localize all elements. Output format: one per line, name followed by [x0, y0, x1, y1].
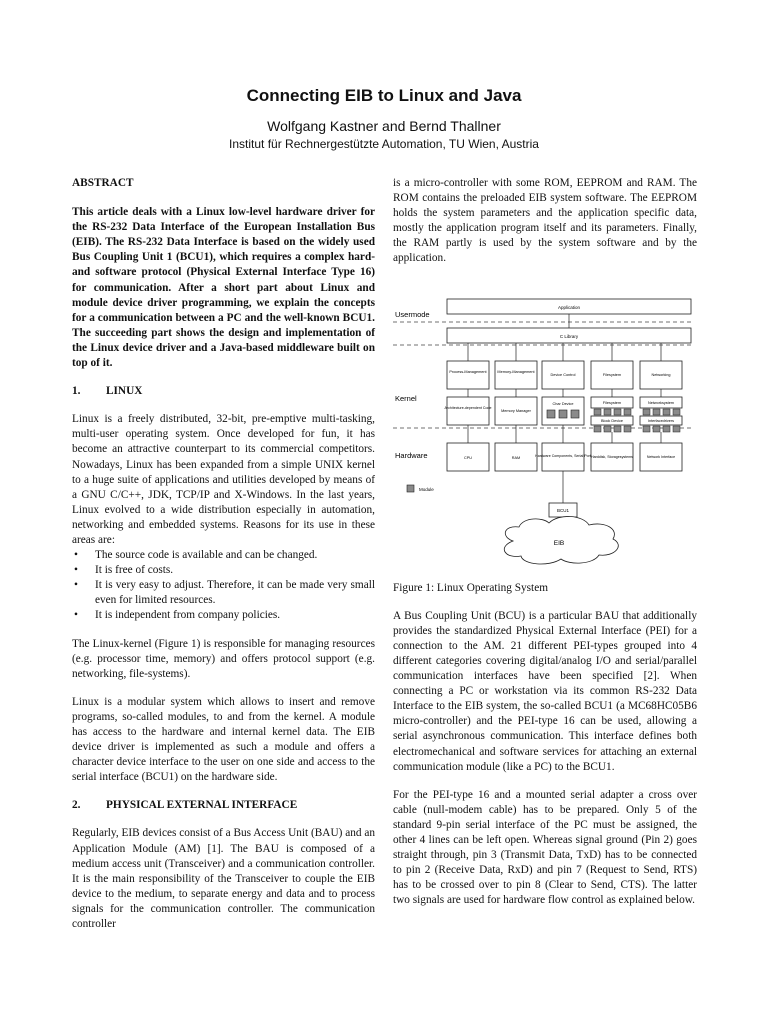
process-management-label: Process-Management	[449, 369, 487, 374]
filesystem-label: Filesystem	[602, 372, 622, 377]
module-square	[624, 426, 631, 432]
module-square	[663, 426, 670, 432]
module-square	[643, 409, 650, 415]
paper-affiliation: Institut für Rechnergestützte Automation, TU Wien, Austria	[229, 137, 539, 151]
section-1-paragraph-3: Linux is a modular system which allows to insert and remove programs, so-called modules, to and from the kernel. A module has access to the hardware and internal kernel data. The EIB device driver is implemented as such a module and offers a character device interface to the user on one side and access to the serial interface (BCU1) on the hardware side.	[72, 695, 375, 784]
figure-1-caption: Figure 1: Linux Operating System	[393, 581, 549, 594]
kernel-label: Kernel	[395, 393, 417, 403]
module-square	[594, 426, 601, 432]
right-paragraph-1: is a micro-controller with some ROM, EEPROM and RAM. The ROM contains the preloaded EIB system software. The EEPROM holds the system parameters and the application specific data, mostly the application program itself and its parameters. Finally, the RAM partly is used by the system software and by the application.	[393, 177, 697, 265]
list-item: • It is free of costs.	[72, 563, 375, 578]
module-square	[624, 409, 631, 415]
right-paragraph-2: A Bus Coupling Unit (BCU) is a particular BAU that additionally provides the standardized Physical External Interface (PEI) for a connection to the AM. 21 different PEI-types grouped into 4 different categories covering digital/analog I/O and serial/parallel communication interfaces have been specified [2]. When connecting a PC or workstation via its common RS-232 Data Interface to the EIB system, the so-called BCU1 (a MC68HC05B6 micro-controller) and the PEI-type 16 can be used, allowing a serial asynchronous communication. This interface defines both electromechanical and software services for attaching an external communication module (like a PC) to the BCU1.	[393, 609, 697, 773]
eib-label: EIB	[553, 539, 565, 547]
memory-management-box	[495, 361, 537, 389]
list-item: • It is very easy to adjust. Therefore, it can be made very small even for limited resources.	[72, 578, 375, 608]
module-legend-swatch	[407, 485, 414, 492]
char-device-label: Char Device	[552, 401, 574, 406]
section-1-title: LINUX	[106, 385, 143, 398]
module-square	[653, 409, 660, 415]
ram-label: RAM	[511, 455, 521, 460]
filesystem-small-label: Filesystem	[602, 400, 622, 405]
process-management-box	[447, 361, 489, 389]
figure-1	[393, 275, 693, 575]
application-label: Application	[557, 304, 581, 310]
network-interface-label: Network Interface	[646, 454, 676, 459]
abstract-heading: ABSTRACT	[72, 177, 134, 189]
list-item: • It is independent from company policies.	[72, 608, 375, 623]
harddisk-label: Harddisk, Storagesystems	[591, 454, 633, 459]
section-2-paragraph-1: Regularly, EIB devices consist of a Bus Access Unit (BAU) and an Application Module (AM) [1]. The BAU is composed of a medium access unit (Transceiver) and a communication controller. It is the main responsibility of the Transceiver to couple the EIB device to the medium, to separate energy and data and to process signals for the communication controller. The communication controller	[72, 827, 375, 931]
cpu-label: CPU	[463, 455, 473, 460]
right-paragraph-3: For the PEI-type 16 and a mounted serial adapter a cross over cable (null-modem cable) has to be prepared. Only 5 of the standard 9-pin serial interface of the PC must be assigned, the other 4 lines can be left open. Whereas signal ground (Pin 2) goes straight through, pin 3 (Transmit Data, TxD) has to be connected to pin 2 (Receive Data, RxD) and pin 7 (Request to Send, RTS) has to be crossed over to pin 8 (Clear to Send, CTS). The latter two signals are used for hardware flow control as explained below.	[393, 788, 697, 907]
bcu1-label: BCU1	[556, 507, 570, 513]
abstract-body: This article deals with a Linux low-level hardware driver for the RS-232 Data Interface of the European Installation Bus (EIB). The RS-232 Data Interface is based on the widely used Bus Coupling Unit 1 (BCU1), which requires a complex hard- and software protocol (Physical External Interface Type 16) for communication. After a short part about Linux and module device driver programming, we explain the concepts for a communication between a PC and the well-known BCU1. The succeeding part shows the design and implementation of the Linux device driver and a Java-based middleware built on top of it.	[72, 206, 375, 370]
interfacedrivers-label: Interfacedrivers	[647, 418, 675, 423]
module-square	[643, 426, 650, 432]
paper-authors: Wolfgang Kastner and Bernd Thallner	[267, 118, 501, 134]
hardware-label: Hardware	[395, 450, 428, 460]
module-square	[614, 426, 621, 432]
module-square	[614, 409, 621, 415]
arch-code-label: Architecture-dependent Code	[444, 405, 492, 410]
linux-os-diagram	[393, 275, 693, 575]
section-1-paragraph-1: Linux is a freely distributed, 32-bit, pre-emptive multi-tasking, multi-user operating system. Once developed for fun, it has become an attractive counterpart to its commercial competitors. Nowadays, Linux has been expanded from a simple UNIX kernel to a huge suite of applications and utilities developed by means of a GNU C/C++, JDK, TCP/IP and X-Windows. In the last years, Linux evolved to a wide distribution especially in automation, networking and embedded systems. Reasons for its use in these areas are:	[72, 413, 375, 546]
section-2-title: PHYSICAL EXTERNAL INTERFACE	[106, 799, 298, 812]
section-1-number: 1.	[72, 385, 81, 398]
module-square	[547, 410, 555, 418]
module-square	[604, 426, 611, 432]
module-square	[673, 426, 680, 432]
section-2-number: 2.	[72, 799, 81, 812]
left-column	[72, 176, 375, 945]
section-1-heading	[72, 384, 375, 399]
paper-title: Connecting EIB to Linux and Java	[246, 86, 522, 105]
usermode-label: Usermode	[395, 309, 430, 319]
networksystem-label: Networksystem	[648, 400, 674, 405]
module-square	[673, 409, 680, 415]
module-square	[594, 409, 601, 415]
clibrary-label: C Library	[559, 333, 579, 339]
module-legend-label: Module	[419, 486, 434, 492]
block-device-label: Block Device	[601, 418, 623, 423]
section-2-heading	[72, 798, 375, 813]
memory-management-label: Memory-Management	[497, 369, 535, 374]
module-square	[571, 410, 579, 418]
module-square	[559, 410, 567, 418]
device-control-label: Device Control	[550, 372, 576, 377]
section-1-paragraph-2: The Linux-kernel (Figure 1) is responsible for managing resources (e.g. processor time, memory) and offers protocol support (e.g. networking, file-systems).	[72, 637, 375, 680]
networking-label: Networking	[651, 372, 671, 377]
module-square	[604, 409, 611, 415]
module-square	[663, 409, 670, 415]
list-item: • The source code is available and can be changed.	[72, 548, 375, 563]
right-column	[393, 176, 697, 921]
module-square	[653, 426, 660, 432]
arch-code-box	[447, 397, 489, 425]
memory-manager-label: Memory Manager	[501, 408, 531, 413]
reasons-list	[72, 548, 375, 623]
hardware-components-label: Hardware Components, Serial Port	[535, 453, 591, 458]
